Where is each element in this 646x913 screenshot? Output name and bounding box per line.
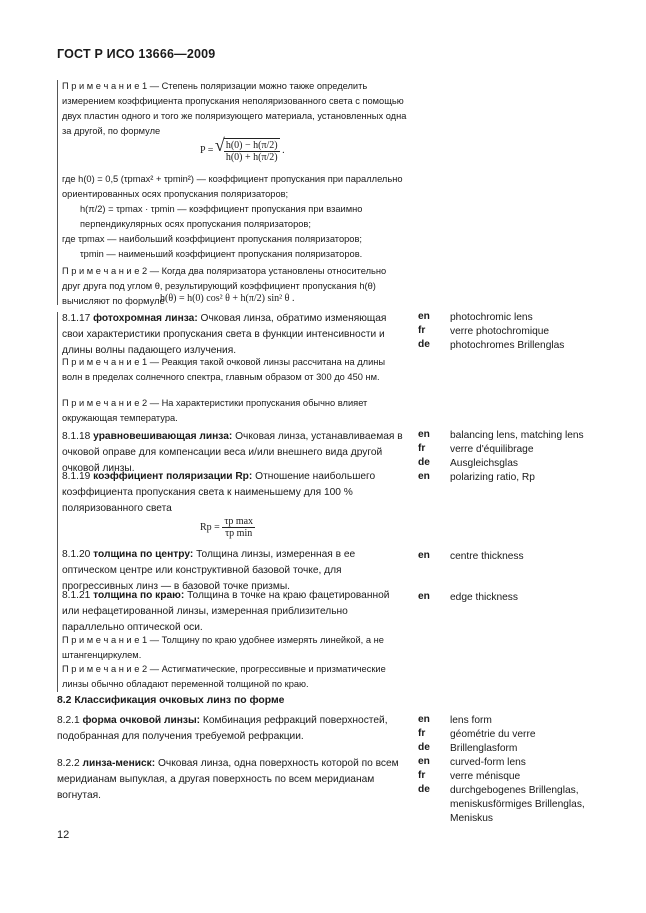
formula-tail: . [282, 144, 285, 156]
term-fr: géométrie du verre [450, 729, 536, 740]
lang-en: en [418, 550, 430, 561]
term-de: durchgebogenes Brillenglas, meniskusförmiges Brillenglas, Meniskus [450, 785, 585, 824]
formula-numerator: √ h(0) − h(π/2) [225, 140, 278, 151]
margin-bar [57, 312, 58, 692]
note-label: П р и м е ч а н и е 2 [62, 664, 148, 674]
section-number: 8.2.1 [57, 715, 83, 726]
term-en: centre thickness [450, 551, 524, 562]
formula-lhs: Rp = [200, 521, 220, 533]
note-1 [62, 79, 407, 139]
note-text: — Степень поляризации можно также определить измерением коэффициента пропускания неполяризованного света с помощью двух пластин одного и того же поляризующего материала, установленных одна за другой, по формуле [62, 81, 407, 136]
section-8-1-21 [62, 588, 407, 636]
definition: Комбинация рефракций поверхностей, подобранная для получения требуемой рефракции. [57, 715, 388, 742]
section-number: 8.1.19 [62, 471, 94, 482]
term-en: photochromic lens [450, 312, 533, 323]
term: линза-мениск: [82, 758, 156, 769]
section-number: 8.1.17 [62, 313, 94, 324]
lang-fr: fr [418, 443, 426, 454]
where-line-4: τpmin — наименьший коэффициент пропускания поляризаторов. [80, 249, 363, 259]
definition: Очковая линза, обратимо изменяющая свои характеристики пропускания света в функции интенсивности и длины волны падающего излучения. [62, 313, 387, 356]
note-text: — Толщину по краю удобнее измерять линейкой, а не штангенциркулем. [62, 635, 384, 660]
lang-en: en [418, 756, 430, 767]
formula-lhs: P = [200, 144, 214, 156]
section-number: 8.1.21 [62, 590, 94, 601]
term: уравновешивающая линза: [93, 431, 233, 442]
term-en: polarizing ratio, Rp [450, 472, 535, 483]
note-label: П р и м е ч а н и е 1 [62, 635, 148, 645]
section-number: 8.1.20 [62, 549, 94, 560]
note-8-1-21-1 [62, 633, 407, 663]
page-number: 12 [57, 829, 70, 841]
term-en: balancing lens, matching lens [450, 430, 584, 441]
lang-en: en [418, 591, 430, 602]
margin-bar [57, 80, 58, 305]
note-8-1-21-2 [62, 662, 407, 692]
formula-rp [200, 516, 255, 539]
section-number: 8.2.2 [57, 758, 83, 769]
section-number: 8.1.18 [62, 431, 94, 442]
formula-h: h(θ) = h(0) cos² θ + h(π/2) sin² θ . [160, 293, 295, 304]
where-line-1: где h(0) = 0,5 (τpmax² + τpmin²) — коэффициент пропускания при параллельно ориентированных осях пропускания поляризаторов; [62, 174, 403, 199]
formula-numerator: τp max [224, 516, 254, 527]
term-de: Ausgleichsglas [450, 458, 518, 469]
section-8-1-17 [62, 311, 407, 359]
term: толщина по центру: [93, 549, 194, 560]
lang-de: de [418, 457, 430, 468]
term: коэффициент поляризации Rp: [93, 471, 253, 482]
note-label: П р и м е ч а н и е 2 [62, 398, 148, 408]
lang-en: en [418, 714, 430, 725]
term: толщина по краю: [93, 590, 185, 601]
definition: Отношение наибольшего коэффициента пропускания света к наименьшему для 100 % поляризованного света [62, 471, 376, 514]
note-8-1-17-2 [62, 396, 407, 426]
term-de: Brillenglasform [450, 743, 518, 754]
formula-p [200, 138, 285, 163]
lang-fr: fr [418, 325, 426, 336]
term-fr: verre ménisque [450, 771, 521, 782]
lang-de: de [418, 339, 430, 350]
page-header: ГОСТ Р ИСО 13666—2009 [57, 47, 216, 61]
note-label: П р и м е ч а н и е 1 [62, 81, 148, 91]
term: фотохромная линза: [93, 313, 198, 324]
where-line-2: h(π/2) = τpmax · τpmin — коэффициент пропускания при взаимно перпендикулярных осях пропускания поляризаторов; [80, 204, 363, 229]
note-text: — На характеристики пропускания обычно влияет окружающая температура. [62, 398, 368, 423]
note-8-1-17-1 [62, 355, 407, 385]
where-line-3: где τpmax — наибольший коэффициент пропускания поляризаторов; [62, 234, 362, 244]
lang-de: de [418, 784, 430, 795]
definition: Толщина линзы, измеренная в ее оптическом центре или конструктивной базовой точке, для прогрессивных линз — в базовой точке призмы. [62, 549, 356, 592]
note-text: — Когда два поляризатора установлены относительно друг друга под углом θ, результирующий коэффициент пропускания h(θ) вычисляют по формуле [62, 266, 387, 306]
term-en: curved-form lens [450, 757, 526, 768]
section-title-8-2: 8.2 Классификация очковых линз по форме [57, 695, 285, 706]
note-text: — Астигматические, прогрессивные и призматические линзы обычно обладают переменной толщиной по краю. [62, 664, 386, 689]
lang-en: en [418, 471, 430, 482]
note-text: — Реакция такой очковой линзы рассчитана на длины волн в пределах солнечного спектра, главным образом от 300 до 450 нм. [62, 357, 386, 382]
note-label: П р и м е ч а н и е 2 [62, 266, 148, 276]
term-en: edge thickness [450, 592, 518, 603]
lang-en: en [418, 429, 430, 440]
note-label: П р и м е ч а н и е 1 [62, 357, 148, 367]
term-de: photochromes Brillenglas [450, 340, 565, 351]
lang-de: de [418, 742, 430, 753]
term-en: lens form [450, 715, 492, 726]
lang-en: en [418, 311, 430, 322]
formula-denominator: h(0) + h(π/2) [225, 152, 278, 163]
definition: Очковая линза, одна поверхность которой по всем меридианам выпуклая, а другая поверхность по всем меридианам вогнутая. [57, 758, 399, 801]
section-8-2-2 [57, 756, 407, 804]
term-fr: verre photochromique [450, 326, 550, 337]
section-8-1-19 [62, 469, 407, 517]
formula-denominator: τp min [225, 528, 253, 539]
definition: Толщина в точке на краю фацетированной или нефацетированной линзы, измеренная приблизительно параллельно оптической оси. [62, 590, 390, 633]
term: форма очковой линзы: [82, 715, 201, 726]
lang-fr: fr [418, 728, 426, 739]
section-8-2-1 [57, 713, 407, 745]
term-fr: verre d'équilibrage [450, 444, 534, 455]
definition: Очковая линза, устанавливаемая в очковой оправе для компенсации веса и/или внешнего вида другой очковой линзы. [62, 431, 403, 474]
lang-fr: fr [418, 770, 426, 781]
